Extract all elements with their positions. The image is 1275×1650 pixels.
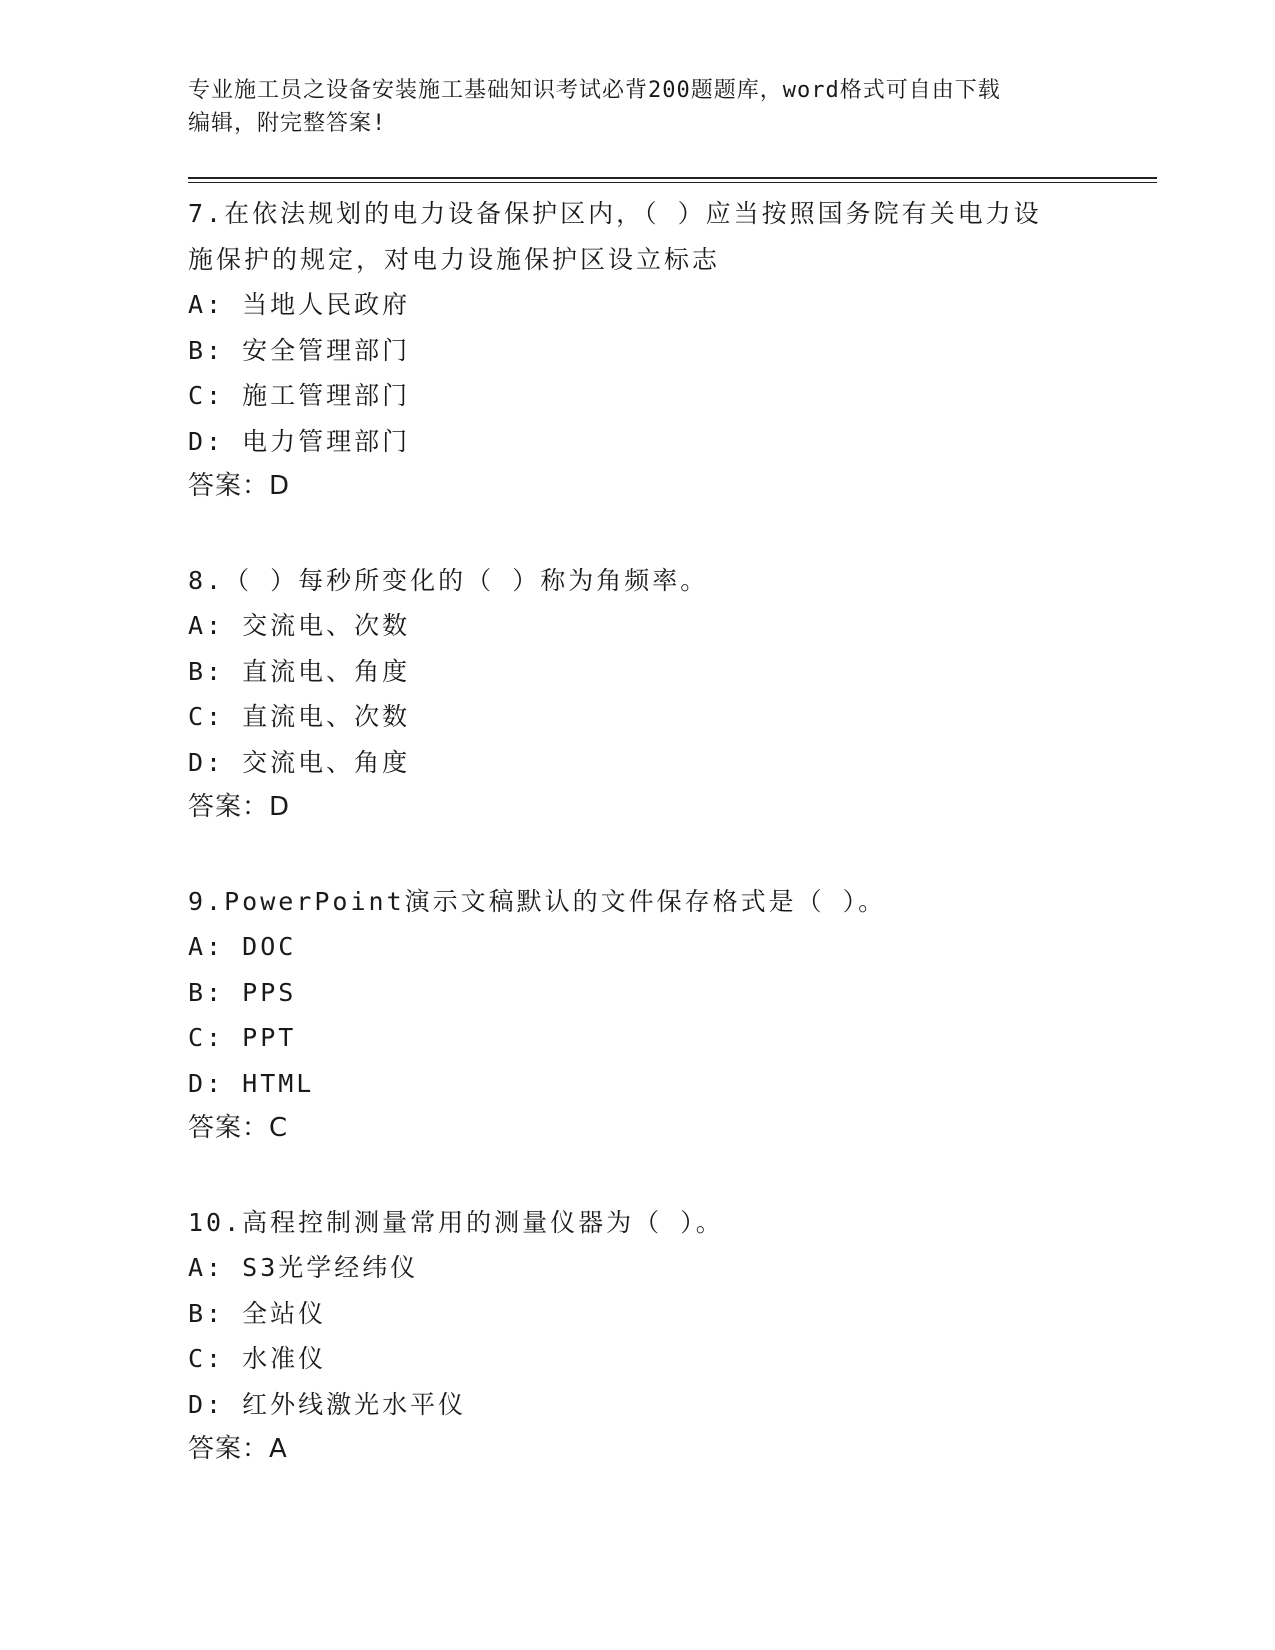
answer: 答案：D <box>188 792 291 822</box>
option-b: B: 安全管理部门 <box>188 335 411 365</box>
question-list <box>188 191 1088 1521</box>
answer: 答案：D <box>188 471 291 501</box>
option-b: B: 直流电、角度 <box>188 656 411 686</box>
question-8 <box>188 558 1088 831</box>
header-line-2: 编辑，附完整答案! <box>188 111 387 136</box>
answer: 答案：C <box>188 1113 289 1143</box>
option-d: D: 电力管理部门 <box>188 426 411 456</box>
option-a: A: DOC <box>188 932 297 961</box>
option-b: B: 全站仪 <box>188 1298 327 1328</box>
option-d: D: HTML <box>188 1068 315 1098</box>
option-a: A: 交流电、次数 <box>188 611 411 640</box>
option-b: B: PPS <box>188 977 297 1007</box>
option-c: C: 施工管理部门 <box>188 381 411 410</box>
question-stem: 8.（ ）每秒所变化的（ ）称为角频率。 <box>188 565 709 595</box>
option-a: A: 当地人民政府 <box>188 290 411 319</box>
option-c: C: 水准仪 <box>188 1344 327 1373</box>
option-c: C: 直流电、次数 <box>188 702 411 731</box>
question-stem: 10.高程控制测量常用的测量仪器为（ ）。 <box>188 1207 724 1237</box>
option-d: D: 红外线激光水平仪 <box>188 1389 467 1419</box>
option-c: C: PPT <box>188 1023 297 1052</box>
header-divider-thick <box>188 177 1157 179</box>
header-line-1: 专业施工员之设备安装施工基础知识考试必背200题题库，word格式可自由下载 <box>188 78 1001 103</box>
question-9 <box>188 879 1088 1152</box>
question-10 <box>188 1200 1088 1473</box>
question-stem: 施保护的规定，对电力设施保护区设立标志 <box>188 244 721 274</box>
question-7 <box>188 191 1088 510</box>
question-stem: 9.PowerPoint演示文稿默认的文件保存格式是（ ）。 <box>188 886 887 916</box>
question-stem: 7.在依法规划的电力设备保护区内，（ ）应当按照国务院有关电力设 <box>188 199 1042 228</box>
answer: 答案：A <box>188 1434 288 1464</box>
document-header <box>188 74 1088 140</box>
option-d: D: 交流电、角度 <box>188 747 411 777</box>
option-a: A: S3光学经纬仪 <box>188 1253 419 1282</box>
header-divider-thin <box>188 182 1157 183</box>
